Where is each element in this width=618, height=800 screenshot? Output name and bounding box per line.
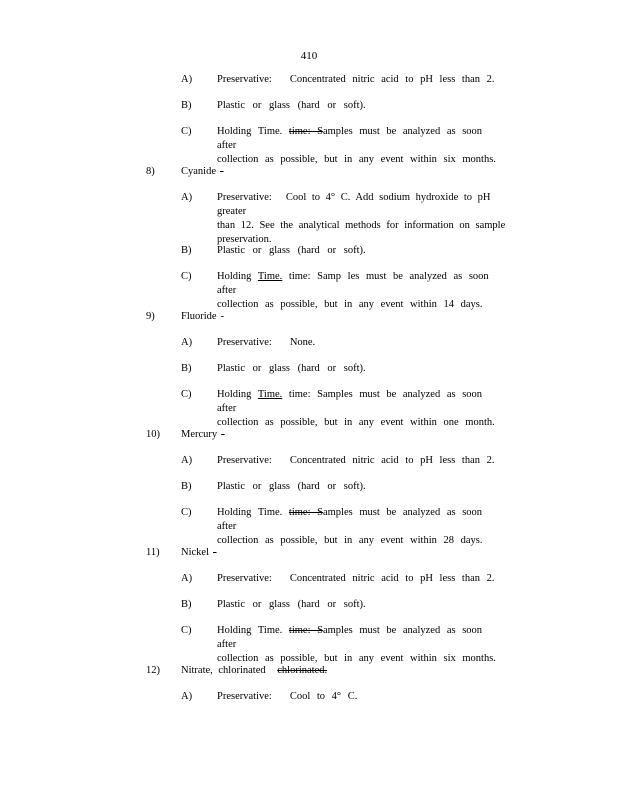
item-number: 8) xyxy=(146,166,155,177)
item-title-mercury: Mercury - xyxy=(181,429,225,440)
page-number: 410 xyxy=(300,50,318,62)
sub-item-letter: C) xyxy=(181,507,192,518)
item-title-cyanide: Cyanide - xyxy=(181,166,224,177)
item-number: 10) xyxy=(146,429,160,440)
sub-item-letter: C) xyxy=(181,625,192,636)
container-line: Plastic or glass (hard or soft). xyxy=(217,599,366,610)
container-line: Plastic or glass (hard or soft). xyxy=(217,245,366,256)
sub-item-letter: C) xyxy=(181,389,192,400)
holding-time-line: Holding Time. time: Samples must be analyzed as soon after collection as possible, but in any event within 28 days. xyxy=(217,507,483,546)
item-number: 11) xyxy=(146,547,160,558)
item-title-fluoride: Fluoride - xyxy=(181,311,225,322)
container-line: Plastic or glass (hard or soft). xyxy=(217,363,366,374)
sub-item-letter: C) xyxy=(181,271,192,282)
sub-item-letter: A) xyxy=(181,74,193,85)
preservative-label: Preservative: xyxy=(217,74,272,85)
sub-item-letter: A) xyxy=(181,455,193,466)
sub-item-letter: B) xyxy=(181,599,192,610)
item-number: 9) xyxy=(146,311,155,322)
sub-item-letter: B) xyxy=(181,363,192,374)
sub-item-letter: C) xyxy=(181,126,192,137)
holding-text: amples must be analyzed as soon after xyxy=(217,126,483,151)
item-title-nickel: Nickel - xyxy=(181,547,217,558)
sub-item-letter: B) xyxy=(181,245,192,256)
preservative-line: Preservative: Concentrated nitric acid to pH less than 2. xyxy=(217,455,495,466)
preservative-line: Preservative: Cool to 4° C. xyxy=(217,691,358,702)
deleted-text: time: S xyxy=(288,126,323,137)
preservative-line xyxy=(217,73,507,87)
holding-time-line xyxy=(217,125,507,167)
holding-time-line: Holding Time. time: Samples must be analyzed as soon after collection as possible, but in any event within six months. xyxy=(217,625,496,664)
container-line: Plastic or glass (hard or soft). xyxy=(217,100,366,111)
deleted-text: chlorinated. xyxy=(277,665,328,676)
sub-item-letter: A) xyxy=(181,691,193,702)
preservative-line: Preservative: Concentrated nitric acid to pH less than 2. xyxy=(217,573,495,584)
holding-time-line: Holding Time. time: Samp les must be analyzed as soon after collection as possible, but in any event within 14 days. xyxy=(217,271,489,310)
preservative-value: Concentrated nitric acid to pH less than 2. xyxy=(289,74,495,85)
sub-item-letter: A) xyxy=(181,573,193,584)
container-line: Plastic or glass (hard or soft). xyxy=(217,481,366,492)
inserted-text: Time. xyxy=(257,271,283,282)
sub-item-letter: B) xyxy=(181,100,192,111)
deleted-text: time: S xyxy=(288,625,323,636)
sub-item-letter: A) xyxy=(181,192,193,203)
preservative-line: Preservative: None. xyxy=(217,337,316,348)
deleted-text: time: S xyxy=(288,507,323,518)
holding-time-line: Holding Time. time: Samples must be analyzed as soon after collection as possible, but in any event within one month. xyxy=(217,389,495,428)
item-number: 12) xyxy=(146,665,160,676)
inserted-text: Time. xyxy=(257,389,283,400)
holding-text-2: collection as possible, but in any event within six months. xyxy=(217,154,496,165)
sub-item-letter: B) xyxy=(181,481,192,492)
sub-item-letter: A) xyxy=(181,337,193,348)
holding-label: Holding Time. xyxy=(217,126,283,137)
preservative-line: Preservative: Cool to 4° C. Add sodium hydroxide to pH greater than 12. See the analytical methods for information on sample preservation. xyxy=(217,192,506,245)
item-title-nitrate: Nitrate, chlorinated chlorinated. xyxy=(181,664,343,678)
preservative-label: Preservative: xyxy=(217,192,272,203)
